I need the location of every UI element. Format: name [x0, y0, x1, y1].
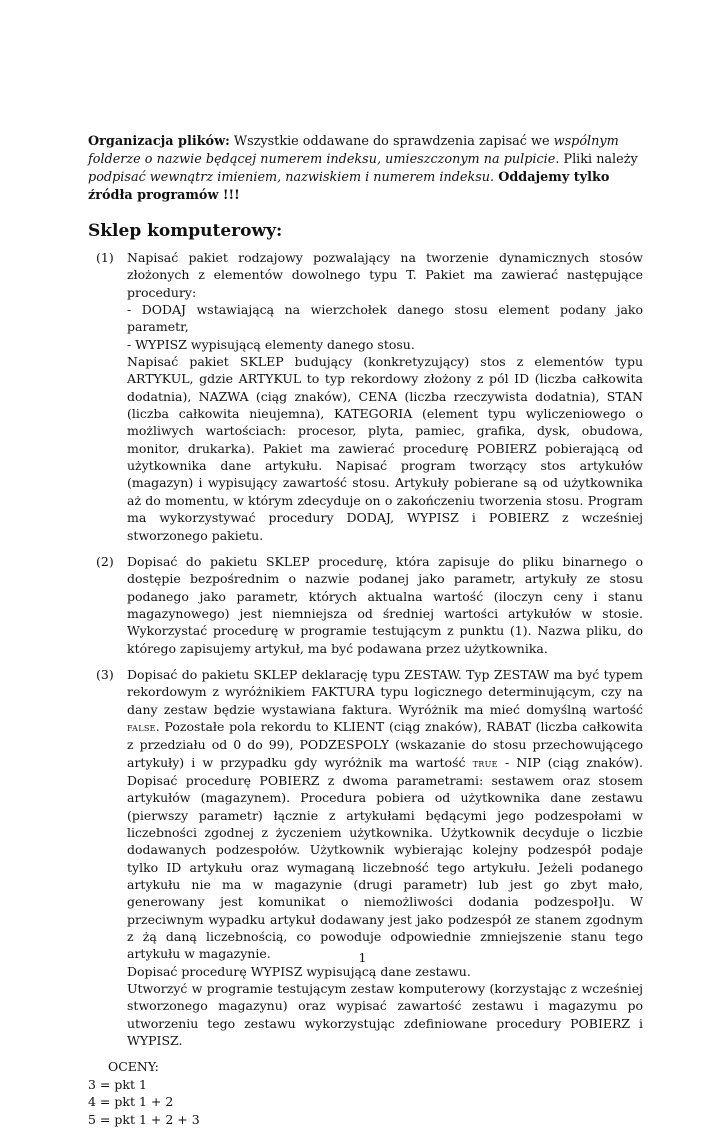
intro-label: Organizacja plików:: [88, 134, 230, 149]
task-3-text-c: - NIP (ciąg znaków). Dopisać procedurę POBIERZ z dwoma parametrami: sestawem oraz stosem artykułów (magazynem). Procedura pobiera od użytkownika dane zestawu (pierwszy parametr) łącznie z artykułami będącymi jego podzespołami w liczebności zgodnej z życzeniem użytkownika. Użytkownik decyduje o liczbie dodawanych podzespołów. Użytkownik wybierając kolejny podzespół podaje tylko ID artykułu oraz wymaganą liczebność tego artykułu. Jeżeli podanego artykułu nie ma w magazynie (drugi parametr) lub jest go zbyt mało, generowany jest komunikat o niemożliwości dodania podzespoł]u. W przeciwnym wypadku artykuł dodawany jest jako podzespół ze stanem zgodnym z żą daną liczebnością, co powoduje odpowiednie zmniejszenie stanu tego artykułu w magazynie.: [127, 754, 643, 962]
task-3-paragraph-1: [127, 666, 643, 963]
task-2-line: Dopisać do pakietu SKLEP procedurę, która zapisuje do pliku binarnego o dostępie bezpośrednim o nazwie podanej jako parametr, artykuły ze stosu podanego jako parametr, których aktualna wartość (iloczyn ceny i stanu magazynowego) jest niemniejsza od średniej wartości artykułów w stosie. Wykorzystać procedurę w programie testującym z punktu (1). Nazwa pliku, do którego zapisujemy artykuł, ma być podawana przez użytkownika.: [127, 553, 643, 656]
task-1-line: - WYPISZ wypisującą elementy danego stosu.: [127, 336, 415, 352]
grade-line: 3 = pkt 1: [88, 1076, 147, 1092]
false-keyword: false: [127, 720, 156, 734]
task-3-paragraph-3: Utworzyć w programie testującym zestaw komputerowy (korzystając z wcześniej stworzonego magazynu) oraz wypisać zawartość zestawu i magazymu po utworzeniu tego zestawu wykorzystując zdefiniowane procedury POBIERZ i WYPISZ.: [127, 981, 643, 1049]
task-1: [96, 249, 643, 544]
task-3-text-a: Dopisać do pakietu SKLEP deklarację typu ZESTAW. Typ ZESTAW ma być typem rekordowym z wyróżnikiem FAKTURA typu logicznego determinującym, czy na dany zestaw będzie wystawiana faktura. Wyróżnik ma mieć domyślną wartość: [127, 666, 643, 717]
task-1-line: Napisać pakiet SKLEP budujący (konkretyzujący) stos z elementów typu ARTYKUL, gdzie ARTYKUL to typ rekordowy złożony z pól ID (liczba całkowita dodatnia), NAZWA (ciąg znaków), CENA (liczba rzeczywista dodatnia), STAN (liczba całkowita nieujemna), KATEGORIA (element typu wyliczeniowego o możliwych wartościach: procesor, plyta, pamiec, grafika, dysk, obudowa, monitor, drukarka). Pakiet ma zawierać procedurę POBIERZ pobierającą od użytkownika dane artykułu. Napisać program tworzący stos artykułów (magazyn) i wypisujący zawartość stosu. Artykuły pobierane są od użytkownika aż do momentu, w którym zdecyduje on o zakończeniu tworzenia stosu. Program ma wykorzystywać procedury DODAJ, WYPISZ i POBIERZ z wcześniej stworzonego pakietu.: [127, 354, 643, 543]
task-3-text-b: . Pozostałe pola rekordu to KLIENT (ciąg znaków), RABAT (liczba całkowita z przedziału od 0 do 99), PODZESPOLY (wskazanie do stosu przechowującego artykuły) i w przypadku gdy wyróżnik ma wartość: [127, 718, 643, 770]
document-body: [88, 133, 643, 1128]
page-number: 1: [358, 950, 367, 965]
intro-text-3: . Pliki należy: [555, 152, 638, 167]
task-number: (1): [96, 250, 114, 265]
grades-block: [88, 1058, 643, 1128]
task-number: (2): [96, 553, 114, 569]
grade-line: 5 = pkt 1 + 2 + 3: [88, 1111, 200, 1127]
task-1-line: - DODAJ wstawiającą na wierzchołek danego stosu element podany jako parametr,: [127, 302, 643, 335]
task-list: [88, 249, 643, 1049]
task-2: [96, 553, 643, 657]
intro-sources-only: Oddajemy tylko źródła programów !!!: [88, 170, 610, 203]
intro-sign-instruction: podpisać wewnątrz imieniem, nazwiskiem i numerem indeksu.: [88, 170, 495, 185]
section-title: Sklep komputerowy:: [88, 221, 283, 241]
grade-line: 4 = pkt 1 + 2: [88, 1094, 174, 1110]
intro-folder-instruction: wspólnym folderze o nazwie będącej numerem indeksu, umieszczonym na pulpicie: [88, 134, 619, 167]
task-number: (3): [96, 666, 114, 682]
true-keyword: true: [472, 756, 498, 770]
task-1-line: Napisać pakiet rodzajowy pozwalający na tworzenie dynamicznych stosów złożonych z elementów dowolnego typu T. Pakiet ma zawierać następujące procedury:: [127, 250, 643, 300]
intro-paragraph: [88, 133, 643, 205]
intro-text-1: Wszystkie oddawane do sprawdzenia zapisać we: [229, 134, 554, 149]
task-3-paragraph-2: Dopisać procedurę WYPISZ wypisującą dane zestawu.: [127, 963, 471, 979]
task-3: [96, 666, 643, 1050]
grades-label: OCENY:: [108, 1059, 159, 1075]
